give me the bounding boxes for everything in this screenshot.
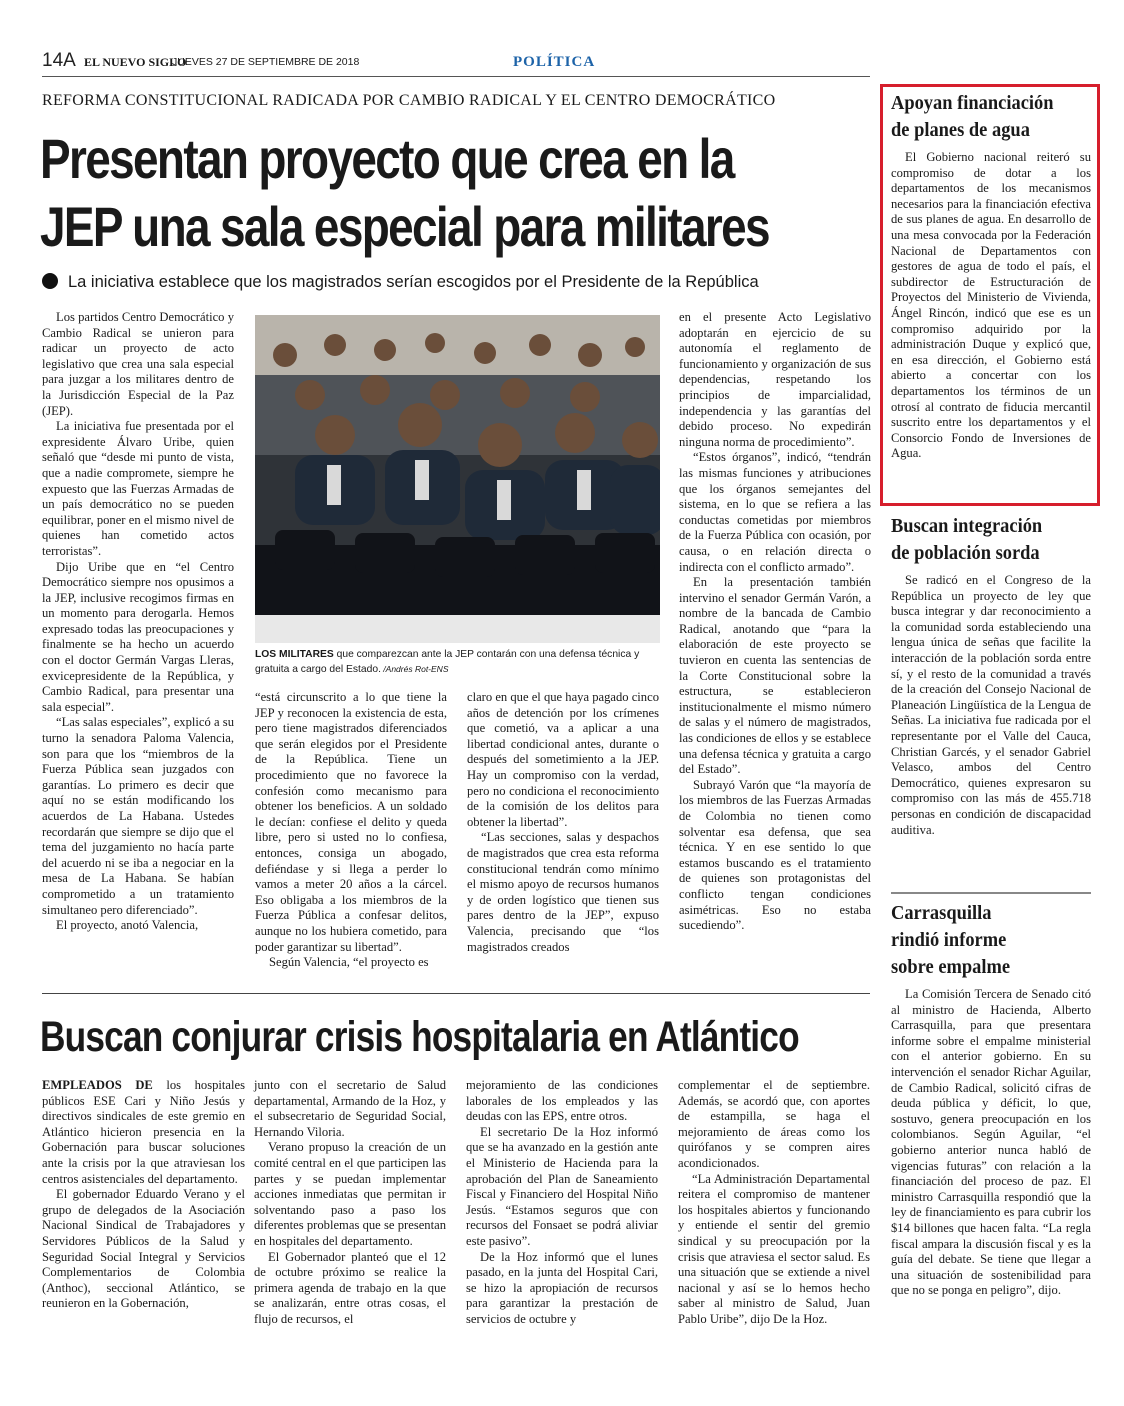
photo-credit: /Andrés Rot-ENS (380, 664, 449, 674)
paragraph: La Comisión Tercera de Senado citó al ministro de Hacienda, Alberto Carrasquilla, para que presentara informe sobre el empalme ministerial con el anterior gobierno. En su intervención el senador Richar Aguilar, de Cambio Radical, solicitó cifras de deuda pública y déficit, lo que, sostuvo, genera preocupación en los colombianos. Según Aguilar, “el gobierno anterior nunca habló de vigencias futuras” con relación a la financiación del proceso de paz. El ministro Carrasquilla respondió que la ley de financiamiento es para cubrir los $14 billones que hacen falta. “La regla fiscal ampara la discusión fiscal y es la guía del debate. Se tiene que llegar a una situación de sostenibilidad para que no se ponga en peligro”, dijo. (891, 987, 1091, 1298)
brief-title: sobre empalme (891, 956, 1011, 978)
headline-line-2: JEP una sala especial para militares (40, 195, 769, 258)
article-headline (40, 125, 769, 261)
paragraph (42, 1078, 245, 1187)
paragraph: Subrayó Varón que “la mayoría de los miembros de las Fuerzas Armadas de Colombia no tienen como solventar esa defensa, que sea técnica. Y en ese sentido lo que estamos buscando es el tratamiento de quienes son protagonistas del conflicto tengan condiciones asimétricas. Eso no estaba sucediendo”. (679, 777, 871, 933)
article-subheadline (42, 273, 759, 292)
paragraph: El proyecto, anotó Valencia, (56, 918, 199, 933)
photo-caption (255, 648, 660, 677)
page-number: 14A (42, 50, 76, 71)
second-col-3 (466, 1078, 658, 1328)
brief-body (891, 987, 1091, 1299)
brief-title: rindió informe (891, 929, 1007, 951)
subheadline-text: La iniciativa establece que los magistrados serían escogidos por el Presidente de la República (68, 273, 759, 291)
caption-text: que comparezcan ante la JEP contarán con una defensa técnica y gratuita a cargo del Estado. (255, 649, 640, 675)
paragraph: De la Hoz informó que el lunes pasado, en la junta del Hospital Cari, se hizo la apropiación de recursos para garantizar la prestación de servicios de octubre y (466, 1249, 658, 1326)
brief-title: de población sorda (891, 542, 1040, 564)
section-name: POLÍTICA (513, 54, 596, 70)
issue-date: JUEVES 27 DE SEPTIEMBRE DE 2018 (172, 56, 360, 68)
headline-line-1: Presentan proyecto que crea en la (40, 127, 734, 190)
brief-body (891, 573, 1091, 838)
paragraph: Según Valencia, “el proyecto es (269, 955, 429, 970)
paragraph: “Las secciones, salas y despachos de magistrados que crea esta reforma constitucional tendrán como mínimo el mismo apoyo de recursos humanos y de orden logístico que tienen sus pares dentro de la JEP”, expuso Valencia, precisando que “los magistrados creados (467, 830, 659, 954)
paragraph: complementar el de septiembre. Además, se acordó que, con aportes de estampilla, se haga el mejoramiento de áreas como los quirófanos y se compren aires acondicionados. (678, 1078, 870, 1170)
paragraph: en el presente Acto Legislativo adoptarán en ejercicio de su autonomía el reglamento de funcionamiento y organización de sus dependencias, respetando los principios de imparcialidad, independencia y las garantías del debido proceso. No expedirán ninguna norma de procedimiento”. (679, 310, 871, 449)
second-headline: Buscan conjurar crisis hospitalaria en Atlántico (40, 1013, 799, 1061)
paragraph: Se radicó en el Congreso de la República un proyecto de ley que busca integrar y dar reconocimiento a la comunidad sorda estableciendo una lengua única de señas que facilite la interacción de la población sorda entre sí, y el resto de la comunidad a través de la creación del Consejo Nacional de Planeación Lingüística de la Lengua de Señas. La iniciativa fue radicada por el representante por el Valle del Cauca, Christian Garcés, y el senador Gabriel Velasco, ambos del Centro Democrático, quienes expresaron su compromiso con las más de 455.718 personas en condición de discapacidad auditiva. (891, 573, 1091, 837)
paragraph: El gobernador Eduardo Verano y el grupo de delegados de la Asociación Nacional Sindical de Trabajadores y Servidores Públicos de la Salud y Seguridad Social Integral y Servicios Complementarios de Colombia (Anthoc), seccional Atlántico, se reunieron en la Gobernación, (42, 1187, 245, 1311)
main-col-4 (679, 310, 871, 934)
second-col-2 (254, 1078, 446, 1328)
newspaper-name: EL NUEVO SIGLO (84, 55, 187, 69)
header-rule (42, 76, 870, 77)
brief-deaf (891, 513, 1091, 838)
brief-title: de planes de agua (891, 119, 1030, 141)
brief-title: Carrasquilla (891, 902, 992, 924)
brief-title: Apoyan financiación (891, 92, 1054, 114)
main-col-2 (255, 690, 447, 971)
paragraph: El Gobierno nacional reiteró su compromiso de dotar a los departamentos de los mecanismos necesarios para la financiación efectiva de sus planes de agua. En desarrollo de una mesa convocada por la Federación Nacional de Departamentos con gestores de agua de todo el país, el subdirector de Estructuración de Proyectos del Ministerio de Vivienda, Ángel Rincón, indicó que ese es un compromiso adquirido por la administración Duque y explicó que, en esa dirección, el Gobierno está abierto a concertar con los departamentos los términos de un otrosí al contrato de fiducia mercantil suscrito entre los departamentos y el Consorcio Fondo de Inversiones de Agua. (891, 150, 1091, 461)
paragraph: junto con el secretario de Salud departamental, Armando de la Hoz, y el subsecretario de Seguridad Social, Hernando Viloria. (254, 1078, 446, 1139)
sidebar-divider (891, 892, 1091, 894)
paragraph: “Estos órganos”, indicó, “tendrán las mismas funciones y atribuciones que los órganos semejantes del sistema, en lo que se refiera a las conductas cometidas por miembros de la Fuerza Pública con ocasión, por causa, o en relación directa o indirecta con el conflicto armado”. (679, 450, 871, 574)
photo-illustration (255, 315, 660, 643)
paragraph: “Las salas especiales”, explicó a su turno la senadora Paloma Valencia, son para que los “miembros de la Fuerza Pública sean juzgados con garantías. Lo primero es decir que aquí no se están modificando los acuerdos de La Habana. Ustedes recordarán que siempre se dijo que el tema del juzgamiento no hacía parte del acuerdo ni se iba a negociar en la mesa de La Habana. Se habían comprometido a un tratamiento simultaneo pero diferenciado”. (42, 715, 234, 917)
brief-body (891, 150, 1091, 462)
paragraph: mejoramiento de las condiciones laborales de los empleados y las deudas con las EPS, entre otros. (466, 1078, 658, 1124)
bullet-icon (42, 273, 58, 289)
paragraph: Los partidos Centro Democrático y Cambio Radical se unieron para radicar un proyecto de acto legislativo que crea una sala especial para juzgar a los militares dentro de la Jurisdicción Especial de la Paz (JEP). (42, 310, 234, 418)
second-col-4 (678, 1078, 870, 1328)
lead-in: EMPLEADOS DE (42, 1078, 153, 1092)
brief-title: Buscan integración (891, 515, 1043, 537)
paragraph: “La Administración Departamental reitera el compromiso de mantener los hospitales abiertos y funcionando y entiende el sentir del gremio sindical y su preocupación por la crisis que atraviesa el sector salud. Es una situación que se extiende a nivel nacional y así se lo hemos hecho saber al ministro de Salud, Juan Pablo Uribe”, dijo De la Hoz. (678, 1171, 870, 1326)
paragraph: “está circunscrito a lo que tiene la JEP y reconocen la existencia de esta, pero tiene magistrados diferenciados que serán elegidos por el Presidente de la República. Tiene un procedimiento que no favorece la confesión como mecanismo para obtener los beneficios. A un soldado le decían: confiese el delito y queda libre, pero si usted no lo confiesa, entonces, consiga un abogado, defiéndase y si llega a perder lo vamos a meter 20 años a la cárcel. Eso obligaba a los miembros de la Fuerza Pública a confesar delitos, aunque no los hubiera cometido, para poder garantizar su libertad”. (255, 690, 447, 954)
paragraph: La iniciativa fue presentada por el expresidente Álvaro Uribe, quien señaló que “desde mi punto de vista, que a nadie compromete, siempre he expuesto que las Fuerzas Armadas de un país democrático no se pueden equilibrar, poner en el mismo nivel de quienes han cometido actos terroristas”. (42, 419, 234, 558)
paragraph: El Gobernador planteó que el 12 de octubre próximo se realice la primera agenda de trabajo en la que se analizarán, entre otras cosas, el flujo de recursos, el (254, 1249, 446, 1326)
paragraph: claro en que el que haya pagado cinco años de detención por los crímenes que cometió, va a aplicar a una libertad condicional antes, durante o después del sometimiento a la JEP. Hay un compromiso con la verdad, pero no condiciona el reconocimiento de la comisión de los delitos para obtener la libertad”. (467, 690, 659, 829)
paragraph: En la presentación también intervino el senador Germán Varón, a nombre de la bancada de Cambio Radical, anotando que “para la elaboración de este proyecto se tuvieron en cuenta las sentencias de la Corte Constitucional sobre la estructura, se establecieron institucionalmente el mismo número de salas y el número de magistrados, las condiciones de ellos y se establece una defensa técnica y gratuita a cargo del Estado”. (679, 575, 871, 777)
main-col-1 (42, 310, 234, 934)
paragraph: Dijo Uribe que en “el Centro Democrático siempre nos opusimos a la JEP, inclusive recogimos firmas en un momento para derogarla. Hemos expresado todas las preocupaciones y finalmente se ha hecho un acuerdo con el doctor Germán Vargas Lleras, exvicepresidente de la República, y Cambio Radical, para presentar una sala especial”. (42, 559, 234, 714)
paragraph: El secretario De la Hoz informó que se ha avanzado en la gestión ante el Ministerio de Hacienda para la aprobación del Plan de Saneamiento Fiscal y Financiero del Hospital Niño Jesús. “Estamos seguros que con recursos del Fonsaet se podrá aliviar este pasivo”. (466, 1124, 658, 1248)
article-kicker: REFORMA CONSTITUCIONAL RADICADA POR CAMBIO RADICAL Y EL CENTRO DEMOCRÁTICO (42, 92, 776, 109)
article-photo (255, 315, 660, 643)
second-col-1 (42, 1078, 245, 1312)
caption-lead: LOS MILITARES (255, 649, 334, 660)
main-col-3 (467, 690, 659, 955)
article-divider (42, 993, 870, 994)
lead-text: los hospitales públicos ESE Cari y Niño Jesús y directivos sindicales de este gremio en Atlántico hicieron presencia en la Gobernación para buscar soluciones ante la crisis por la que atraviesan los centros asistenciales del departamento. (42, 1078, 245, 1186)
brief-carrasquilla (891, 900, 1091, 1299)
brief-water (891, 90, 1091, 462)
paragraph: Verano propuso la creación de un comité central en el que participen las partes y se puedan implementar acciones inmediatas que permitan ir solventando paso a paso los diferentes problemas que se presentan en hospitales del departamento. (254, 1140, 446, 1248)
